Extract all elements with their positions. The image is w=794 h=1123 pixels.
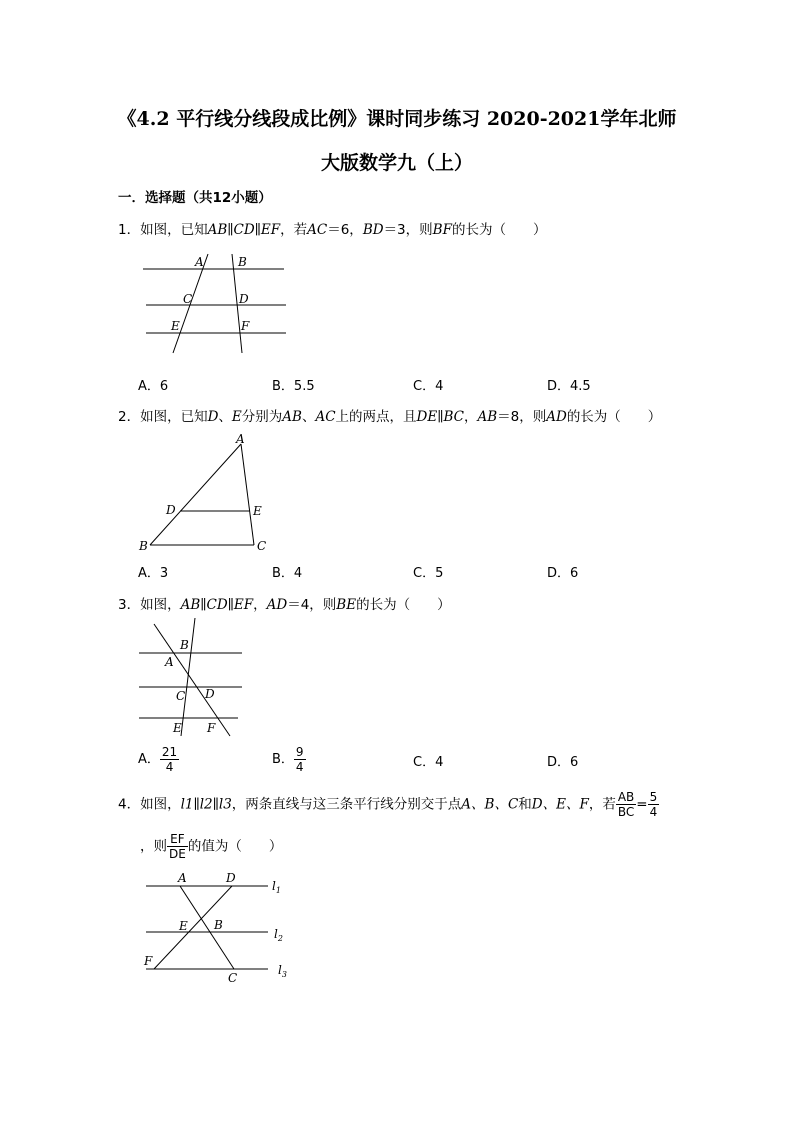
q2-segment: AB: [477, 409, 498, 425]
fraction: [167, 832, 188, 861]
question-2-figure: [138, 432, 278, 552]
point-label-a: A: [165, 655, 174, 669]
point-label-e: E: [253, 504, 262, 518]
q3-option-a[interactable]: [138, 745, 179, 774]
numerator: EF: [167, 832, 188, 847]
question-1-figure: [140, 252, 290, 362]
q4-text: ，两条直线与这三条平行线分别交于点: [231, 796, 462, 813]
q1-option-b[interactable]: B．5.5: [272, 379, 315, 394]
line-subscript: 3: [281, 970, 287, 979]
q3-relation: AB∥CD∥EF: [180, 597, 254, 613]
q2-text: 上的两点，且: [335, 409, 417, 425]
q2-text: 、: [218, 409, 232, 425]
section-heading: 一．选择题（共12小题）: [118, 190, 272, 206]
q1-text: 的长为（ ）: [451, 222, 547, 238]
q2-point: E: [231, 409, 242, 425]
q2-point: D: [207, 409, 219, 425]
q1-text: 如图，已知: [140, 222, 208, 238]
line-letter: l: [274, 927, 278, 941]
denominator: 4: [649, 805, 658, 819]
q3-text: ，: [253, 597, 267, 613]
point-label-a: A: [195, 255, 204, 269]
point-label-b: B: [238, 255, 247, 269]
q2-relation: DE∥BC: [416, 409, 464, 425]
question-4-text: [118, 790, 659, 819]
q1-text: ＝6，: [327, 222, 363, 238]
q4-points: A、B、C: [461, 796, 519, 813]
q1-text: ＝3，则: [383, 222, 433, 238]
q4-text: 的值为（ ）: [187, 838, 283, 855]
q2-text: 的长为（ ）: [566, 409, 662, 425]
q4-text: ，则: [140, 838, 167, 855]
numerator: 5: [649, 790, 658, 804]
point-label-f: F: [144, 954, 153, 968]
question-2-text: [118, 405, 661, 425]
denominator: 4: [295, 760, 304, 774]
q1-option-c[interactable]: C．4: [413, 379, 444, 394]
q3-option-d[interactable]: D．6: [547, 755, 579, 770]
fraction: [160, 745, 179, 774]
q2-option-d[interactable]: D．6: [547, 566, 579, 581]
point-label-c: C: [257, 539, 267, 553]
numerator: 21: [161, 745, 178, 759]
q1-segment: BF: [432, 222, 452, 238]
q2-text: ，: [463, 409, 478, 425]
q2-segment: AD: [546, 409, 567, 425]
point-label-c: C: [228, 971, 238, 985]
denominator: DE: [169, 847, 186, 861]
line-letter: l: [278, 963, 282, 977]
q2-option-b[interactable]: B．4: [272, 566, 303, 581]
line-label-l3: [278, 963, 287, 979]
q3-option-b[interactable]: [272, 745, 306, 774]
point-label-f: F: [241, 319, 250, 333]
question-3-text: [118, 593, 451, 613]
equals-sign: =: [636, 796, 648, 813]
question-4-text-line-2: [140, 832, 282, 861]
q2-text: 、: [301, 409, 316, 425]
point-label-a: A: [236, 432, 245, 446]
point-label-e: E: [171, 319, 180, 333]
point-label-b: B: [180, 638, 189, 652]
document-title-line-2: 大版数学九（上）: [320, 152, 473, 174]
q2-option-a[interactable]: A．3: [138, 566, 169, 581]
point-label-f: F: [207, 721, 216, 735]
q4-points: D、E、F: [531, 796, 589, 813]
q2-text: 分别为: [241, 409, 283, 425]
line-label-l1: [272, 879, 281, 895]
question-3-figure: [136, 616, 246, 741]
fraction: [616, 790, 636, 819]
q2-segment: AB: [282, 409, 302, 425]
point-label-d: D: [166, 503, 176, 517]
q2-segment: AC: [315, 409, 336, 425]
point-label-d: D: [239, 292, 249, 306]
q1-relation: AB∥CD∥EF: [207, 222, 281, 238]
numerator: 9: [295, 745, 304, 759]
point-label-b: B: [214, 918, 223, 932]
fraction: [648, 790, 660, 819]
question-number: 1．: [118, 222, 141, 238]
question-number: 4．: [118, 796, 141, 813]
point-label-c: C: [176, 689, 186, 703]
question-4-figure: [140, 868, 300, 988]
document-title-line-1: 《4.2 平行线分线段成比例》课时同步练习 2020-2021学年北师: [117, 108, 677, 130]
q3-text: ＝4，则: [287, 597, 337, 613]
point-label-c: C: [183, 292, 193, 306]
q2-text: ＝8，则: [497, 409, 547, 425]
q3-text: 的长为（ ）: [356, 597, 451, 613]
denominator: BC: [617, 805, 635, 819]
q3-text: 如图，: [140, 597, 181, 613]
line-label-l2: [274, 927, 283, 943]
line-subscript: 2: [277, 934, 283, 943]
q2-text: 如图，已知: [140, 409, 208, 425]
q4-text: 如图，: [140, 796, 181, 813]
point-label-e: E: [179, 919, 188, 933]
point-label-b: B: [139, 539, 148, 553]
line-letter: l: [272, 879, 276, 893]
q1-option-d[interactable]: D．4.5: [547, 379, 591, 394]
point-label-a: A: [178, 871, 187, 885]
line-subscript: 1: [275, 886, 281, 895]
q4-relation: l1∥l2∥l3: [180, 796, 232, 813]
q3-segment: BE: [336, 597, 357, 613]
question-number: 2．: [118, 409, 141, 425]
q4-text: 和: [518, 796, 532, 813]
point-label-e: E: [173, 721, 182, 735]
q1-segment: BD: [362, 222, 384, 238]
option-letter: B．: [272, 752, 294, 767]
q3-segment: AD: [266, 597, 288, 613]
denominator: 4: [165, 760, 174, 774]
point-label-d: D: [205, 687, 215, 701]
q3-option-c[interactable]: C．4: [413, 755, 444, 770]
q1-option-a[interactable]: A．6: [138, 379, 169, 394]
fraction: [294, 745, 306, 774]
question-1-text: [118, 218, 546, 238]
q1-segment: AC: [307, 222, 328, 238]
q4-text: ，若: [588, 796, 616, 813]
question-number: 3．: [118, 597, 141, 613]
point-label-d: D: [226, 871, 236, 885]
numerator: AB: [617, 790, 635, 804]
q1-text: ，若: [280, 222, 308, 238]
q2-option-c[interactable]: C．5: [413, 566, 444, 581]
option-letter: A．: [138, 752, 160, 767]
